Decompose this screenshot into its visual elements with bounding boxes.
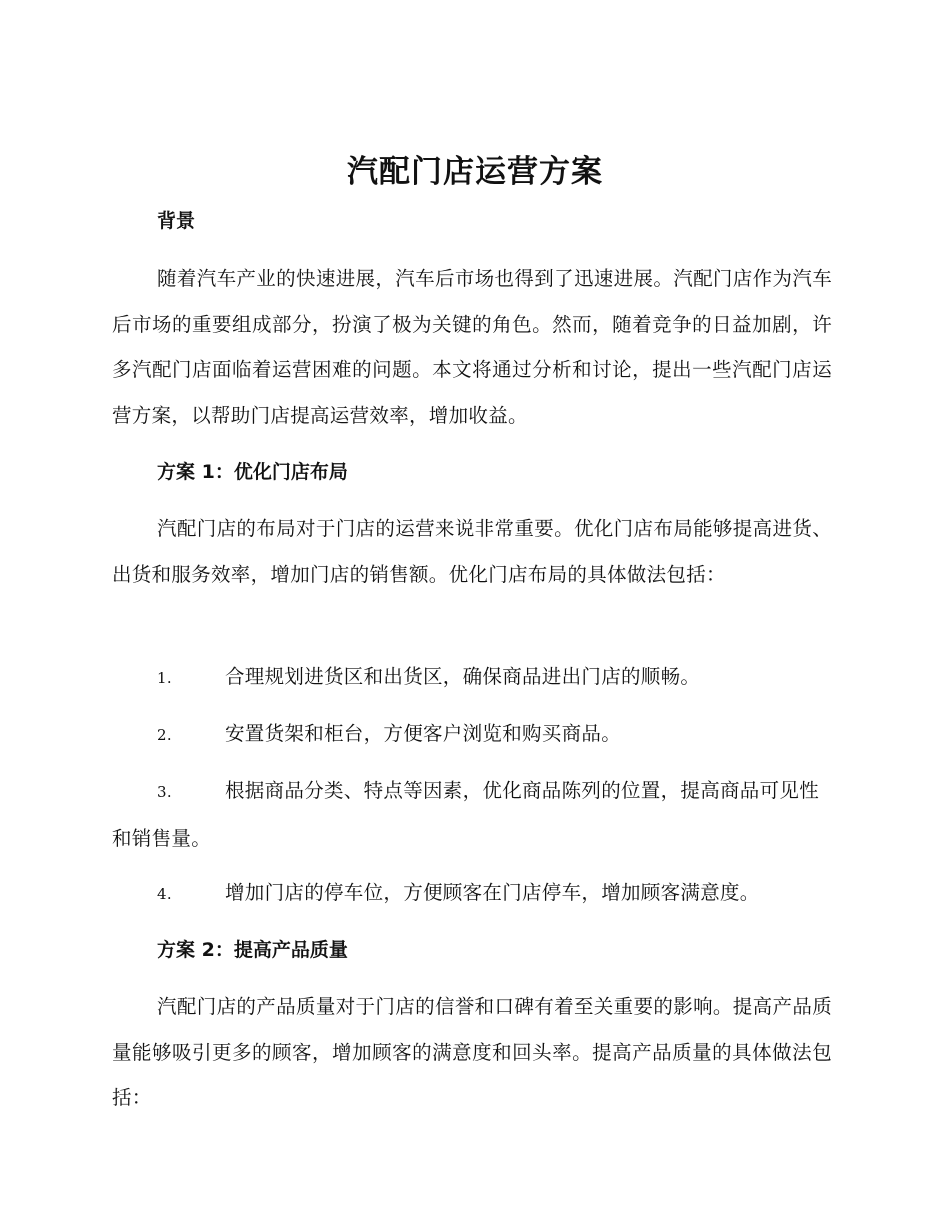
list-item-number: 1. xyxy=(157,669,172,687)
list-item-text: 根据商品分类、特点等因素，优化商品陈列的位置，提高商品可见性和销售量。 xyxy=(112,779,820,850)
section-heading-plan-1: 方案 1：优化门店布局 xyxy=(157,461,348,483)
section-heading-background: 背景 xyxy=(157,210,196,232)
list-item-text: 安置货架和柜台，方便客户浏览和购买商品。 xyxy=(225,722,622,745)
section-heading-plan-2: 方案 2：提高产品质量 xyxy=(157,939,348,961)
list-item-number: 4. xyxy=(157,885,172,903)
plan-2-paragraph: 汽配门店的产品质量对于门店的信誉和口碑有着至关重要的影响。提高产品质量能够吸引更多的顾客，增加顾客的满意度和回头率。提高产品质量的具体做法包括： xyxy=(112,995,832,1110)
list-item-text: 合理规划进货区和出货区，确保商品进出门店的顺畅。 xyxy=(225,665,701,688)
list-item-number: 2. xyxy=(157,726,172,744)
plan-1-paragraph: 汽配门店的布局对于门店的运营来说非常重要。优化门店布局能够提高进货、出货和服务效率，增加门店的销售额。优化门店布局的具体做法包括： xyxy=(112,517,832,586)
background-paragraph: 随着汽车产业的快速进展，汽车后市场也得到了迅速进展。汽配门店作为汽车后市场的重要组成部分，扮演了极为关键的角色。然而，随着竞争的日益加剧，许多汽配门店面临着运营困难的问题。本文将通过分析和讨论，提出一些汽配门店运营方案，以帮助门店提高运营效率，增加收益。 xyxy=(112,267,832,427)
document-title: 汽配门店运营方案 xyxy=(347,154,603,190)
list-item-text: 增加门店的停车位，方便顾客在门店停车，增加顾客满意度。 xyxy=(225,881,760,904)
list-item xyxy=(112,870,832,918)
list-item-number: 3. xyxy=(157,783,172,801)
list-item xyxy=(112,654,832,702)
list-item xyxy=(112,768,832,861)
list-item xyxy=(112,711,832,759)
